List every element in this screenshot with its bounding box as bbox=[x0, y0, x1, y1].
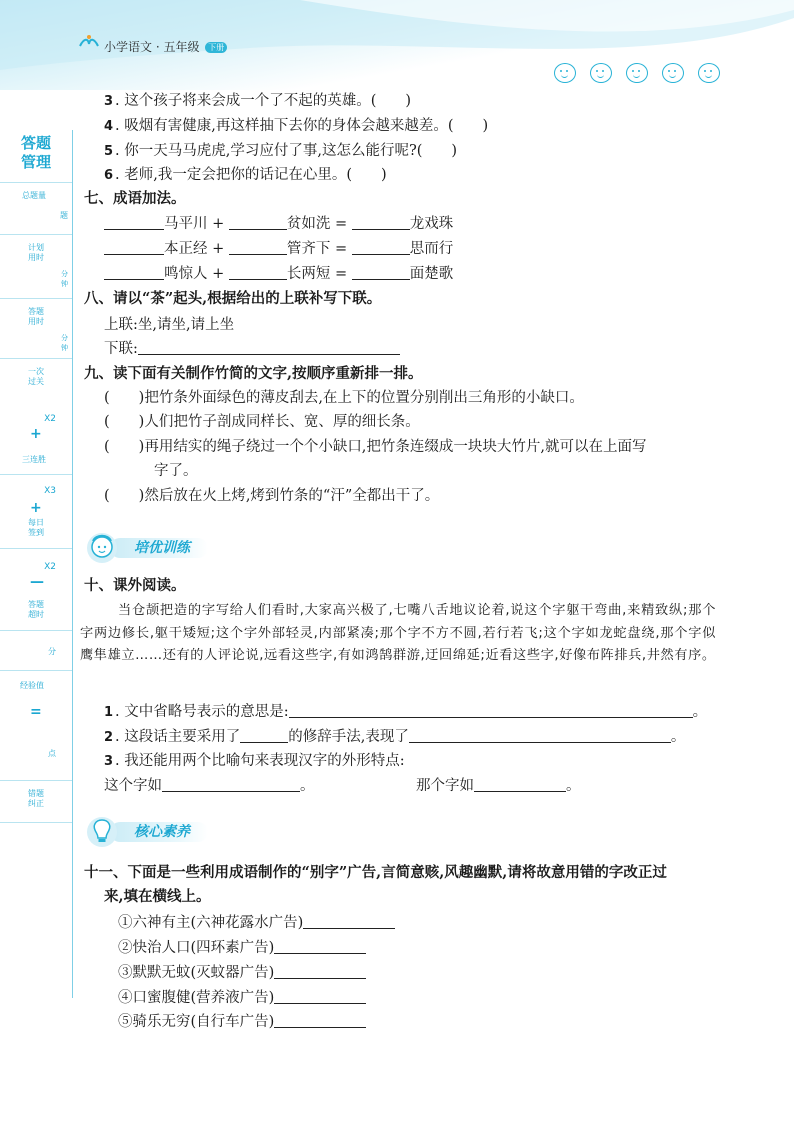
points-unit: 点 bbox=[48, 749, 56, 758]
question-text: 的修辞手法,表现了 bbox=[288, 729, 409, 745]
q10-title: 十、课外阅读。 bbox=[84, 577, 186, 594]
volume-badge: 下册 bbox=[205, 42, 227, 53]
answer-blank[interactable] bbox=[162, 777, 300, 792]
idiom-part: 面楚歌 bbox=[409, 266, 454, 282]
book-logo-icon bbox=[78, 34, 100, 50]
q11-item-5 bbox=[118, 1013, 366, 1031]
question-text: . 这段话主要采用了 bbox=[115, 729, 241, 745]
q8-lower-couplet bbox=[104, 340, 400, 358]
q9-item: ( )再用结实的绳子绕过一个个小缺口,把竹条连缀成一块块大竹片,就可以在上面写 bbox=[104, 439, 647, 455]
daily-checkin-label: 每日 签到 bbox=[28, 518, 44, 537]
question-text: . 文中省略号表示的意思是: bbox=[115, 704, 289, 720]
divider bbox=[0, 822, 72, 825]
divider bbox=[0, 548, 72, 551]
item-text: . 这个孩子将来会成一个了不起的英雄。( ) bbox=[115, 93, 412, 109]
reading-passage: 当仓颉把造的字写给人们看时,大家高兴极了,七嘴八舌地议论着,说这个字躯干弯曲,来精致纵;那个字两边修长,躯干矮短;这个字外部轻灵,内部紧凑;那个字不方不圆,若行若飞;这个字如龙蛇盘绕,那个字似鹰隼雄立……还有的人评论说,远看这些字,有如鸿鹄群游,迂回绵延;近看这些字,好像布阵排兵,井然有序。 bbox=[80, 603, 716, 663]
answer-blank[interactable] bbox=[138, 340, 400, 355]
answer-blank[interactable] bbox=[229, 215, 287, 230]
simile-a-label: 这个字如 bbox=[104, 778, 162, 794]
score-cell bbox=[0, 630, 72, 669]
q8-upper-couplet: 上联:坐,请坐,请上坐 bbox=[104, 317, 235, 333]
header-title-text: 小学语文 · 五年级 bbox=[104, 40, 200, 54]
ad-idiom: ②快治人口(四环素广告) bbox=[118, 940, 275, 956]
q11-title-continued: 来,填在横线上。 bbox=[104, 888, 211, 905]
q7-title: 七、成语加法。 bbox=[84, 190, 186, 207]
idiom-part: 马平川 + bbox=[164, 216, 225, 232]
q11-item-4 bbox=[118, 989, 366, 1007]
period: 。 bbox=[300, 778, 315, 794]
total-questions-label: 总题量 bbox=[22, 191, 46, 200]
answer-blank[interactable] bbox=[409, 728, 671, 743]
answer-time-unit: 分 钟 bbox=[61, 334, 68, 352]
one-pass-label: 一次 过关 bbox=[28, 367, 44, 386]
q10-q3-answers-b bbox=[416, 777, 581, 795]
answer-blank[interactable] bbox=[274, 964, 366, 979]
ad-idiom: ①六神有主(六神花露水广告) bbox=[118, 915, 304, 931]
answer-blank[interactable] bbox=[289, 703, 693, 718]
q11-item-1 bbox=[118, 914, 395, 932]
answer-blank[interactable] bbox=[352, 215, 410, 230]
sidebar-title bbox=[0, 134, 72, 172]
q6-item-6 bbox=[104, 166, 387, 185]
q6-item-3 bbox=[104, 92, 411, 111]
answer-blank[interactable] bbox=[229, 265, 287, 280]
idiom-part: 鸣惊人 + bbox=[164, 266, 225, 282]
score-unit: 分 bbox=[48, 647, 56, 656]
answer-blank[interactable] bbox=[474, 777, 566, 792]
plus-icon: + bbox=[30, 426, 42, 442]
answer-management-sidebar bbox=[0, 130, 73, 998]
question-text: . 我还能用两个比喻句来表现汉字的外形特点: bbox=[115, 753, 405, 769]
period: 。 bbox=[692, 704, 708, 720]
sidebar-title-line1: 答题 bbox=[20, 134, 51, 152]
multiplier-x3: X3 bbox=[44, 486, 56, 496]
header-title bbox=[104, 38, 227, 55]
answer-blank[interactable] bbox=[104, 215, 164, 230]
answer-blank[interactable] bbox=[104, 265, 164, 280]
section-banner-training bbox=[84, 528, 284, 568]
plan-time-label: 计划 用时 bbox=[28, 243, 44, 262]
idiom-part: 管齐下 = bbox=[286, 241, 348, 257]
triple-win-label: 三连胜 bbox=[22, 455, 46, 464]
equals-icon: = bbox=[30, 704, 42, 720]
plan-time-cell bbox=[0, 234, 72, 295]
total-questions-unit: 题 bbox=[60, 211, 68, 220]
ad-idiom: ⑤骑乐无穷(自行车广告) bbox=[118, 1014, 275, 1030]
answer-blank[interactable] bbox=[274, 939, 366, 954]
q9-item: ( )把竹条外面绿色的薄皮刮去,在上下的位置分别削出三角形的小缺口。 bbox=[104, 390, 584, 406]
experience-cell bbox=[0, 670, 72, 731]
item-number: 3 bbox=[104, 94, 114, 109]
ad-idiom: ③默默无蚊(灭蚊器广告) bbox=[118, 965, 275, 981]
smiley-faces bbox=[554, 63, 734, 87]
q7-row-2 bbox=[104, 240, 453, 258]
item-number: 3 bbox=[104, 754, 114, 769]
q6-item-4 bbox=[104, 117, 488, 136]
q8-title: 八、请以“茶”起头,根据给出的上联补写下联。 bbox=[84, 290, 382, 307]
q7-row-3 bbox=[104, 265, 453, 283]
banner-label: 核心素养 bbox=[110, 822, 208, 842]
period: 。 bbox=[566, 778, 581, 794]
item-text: . 你一天马马虎虎,学习应付了事,这怎么能行呢?( ) bbox=[115, 143, 458, 159]
minus-icon: — bbox=[30, 574, 44, 590]
answer-time-label: 答题 用时 bbox=[28, 307, 44, 326]
answer-blank[interactable] bbox=[104, 240, 164, 255]
smiley-face-icon bbox=[554, 63, 576, 83]
answer-blank[interactable] bbox=[303, 914, 395, 929]
q9-item: ( )然后放在火上烤,烤到竹条的“汗”全都出干了。 bbox=[104, 488, 440, 504]
mascot-icon bbox=[84, 528, 124, 568]
total-questions-cell bbox=[0, 182, 72, 223]
lightbulb-icon bbox=[84, 812, 124, 852]
answer-blank[interactable] bbox=[274, 1013, 366, 1028]
answer-blank[interactable] bbox=[274, 989, 366, 1004]
simile-b-label: 那个字如 bbox=[416, 778, 474, 794]
q11-title: 十一、下面是一些利用成语制作的“别字”广告,言简意赅,风趣幽默,请将故意用错的字改正过 bbox=[84, 864, 667, 881]
wrong-correction-cell bbox=[0, 780, 72, 821]
q8-lower-label: 下联: bbox=[104, 341, 138, 357]
item-number: 6 bbox=[104, 168, 114, 183]
multiplier-x2: X2 bbox=[44, 562, 56, 572]
q10-question-3 bbox=[104, 752, 405, 771]
idiom-part: 思而行 bbox=[409, 241, 454, 257]
item-number: 1 bbox=[104, 705, 114, 720]
item-number: 2 bbox=[104, 730, 114, 745]
sidebar-title-line2: 管理 bbox=[20, 153, 51, 171]
item-number: 4 bbox=[104, 119, 114, 134]
smiley-face-icon bbox=[698, 63, 720, 83]
q11-item-3 bbox=[118, 964, 366, 982]
wrong-correction-label: 错题 纠正 bbox=[28, 789, 44, 808]
plan-time-unit: 分 钟 bbox=[61, 270, 68, 288]
multiplier-x2: X2 bbox=[44, 414, 56, 424]
answer-blank[interactable] bbox=[352, 240, 410, 255]
period: 。 bbox=[670, 729, 686, 745]
divider bbox=[0, 474, 72, 477]
q6-item-5 bbox=[104, 142, 457, 161]
answer-blank[interactable] bbox=[240, 728, 288, 743]
idiom-part: 贫如洗 = bbox=[286, 216, 348, 232]
answer-time-cell bbox=[0, 298, 72, 359]
q9-item-continued: 字了。 bbox=[154, 463, 198, 479]
one-pass-cell bbox=[0, 358, 72, 401]
experience-label: 经验值 bbox=[20, 681, 44, 690]
idiom-part: 本正经 + bbox=[164, 241, 225, 257]
banner-label: 培优训练 bbox=[110, 538, 208, 558]
q7-row-1 bbox=[104, 215, 453, 233]
q10-question-1 bbox=[104, 703, 707, 722]
overtime-label: 答题 超时 bbox=[28, 600, 44, 619]
smiley-face-icon bbox=[590, 63, 612, 83]
idiom-part: 龙戏珠 bbox=[409, 216, 454, 232]
smiley-face-icon bbox=[626, 63, 648, 83]
answer-blank[interactable] bbox=[352, 265, 410, 280]
section-banner-core bbox=[84, 812, 284, 852]
q9-title: 九、读下面有关制作竹简的文字,按顺序重新排一排。 bbox=[84, 365, 423, 382]
q11-item-2 bbox=[118, 939, 366, 957]
answer-blank[interactable] bbox=[229, 240, 287, 255]
q10-q3-answers bbox=[104, 777, 315, 795]
plus-icon: + bbox=[30, 500, 42, 516]
q9-item: ( )人们把竹子剖成同样长、宽、厚的细长条。 bbox=[104, 414, 420, 430]
smiley-face-icon bbox=[662, 63, 684, 83]
q10-question-2 bbox=[104, 728, 685, 747]
item-text: . 老师,我一定会把你的话记在心里。( ) bbox=[115, 167, 387, 183]
idiom-part: 长两短 = bbox=[286, 266, 348, 282]
item-number: 5 bbox=[104, 144, 114, 159]
ad-idiom: ④口蜜腹健(营养液广告) bbox=[118, 990, 275, 1006]
item-text: . 吸烟有害健康,再这样抽下去你的身体会越来越差。( ) bbox=[115, 118, 489, 134]
